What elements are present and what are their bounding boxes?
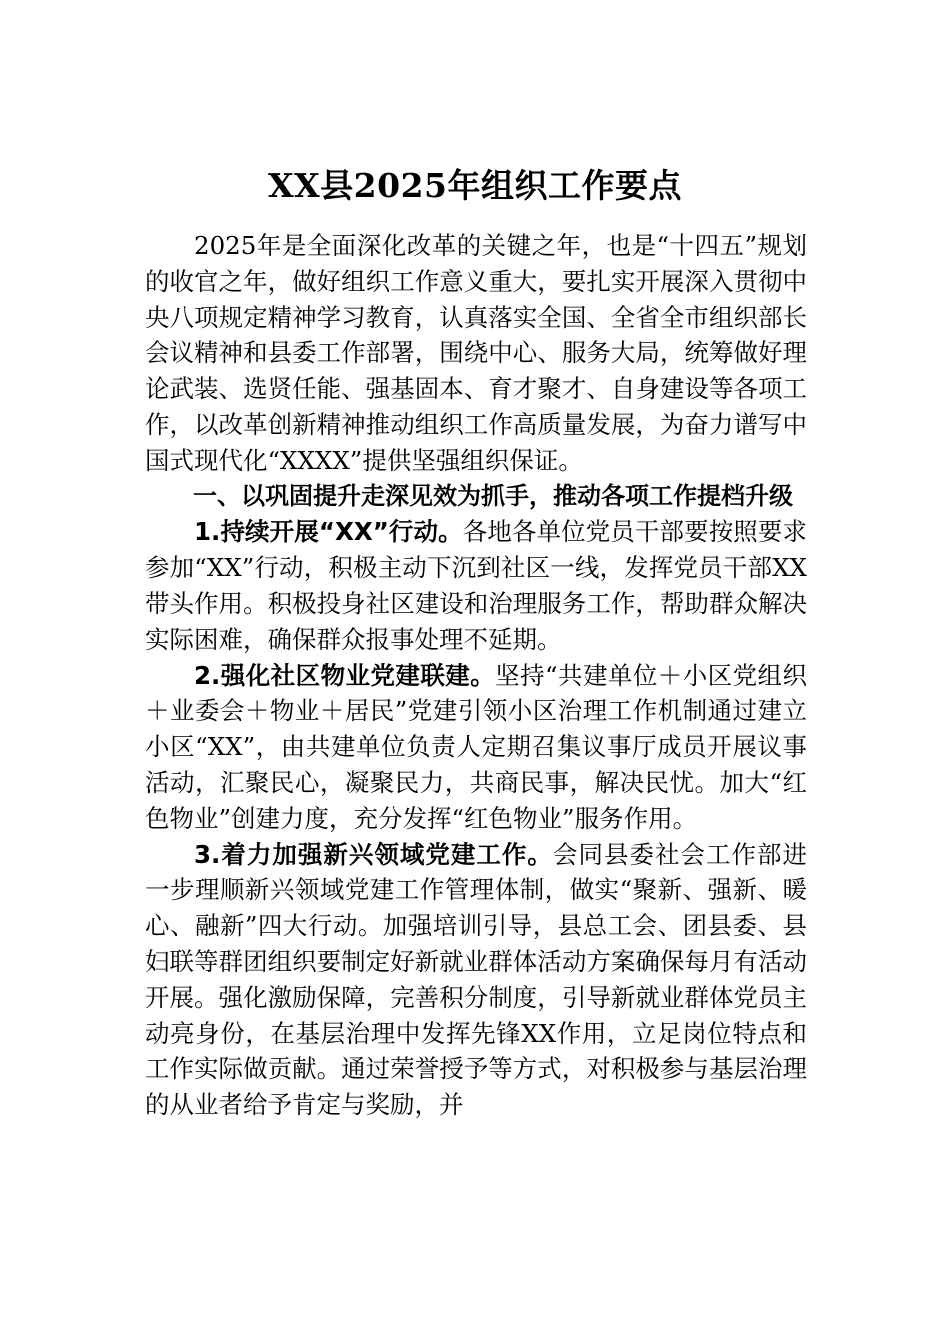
item-lead-1: 1.持续开展“XX”行动。	[194, 517, 463, 547]
document-body	[145, 228, 807, 1123]
section-heading-1: 一、以巩固提升走深见效为抓手，推动各项工作提档升级	[193, 481, 793, 510]
item-lead-2: 2.强化社区物业党建联建。	[194, 660, 496, 690]
item-paragraph-2	[145, 658, 807, 837]
item-paragraph-1	[145, 514, 807, 657]
intro-paragraph: 2025年是全面深化改革的关键之年，也是“十四五”规划的收官之年，做好组织工作意义重大，要扎实开展深入贯彻中央八项规定精神学习教育，认真落实全国、全省全市组织部长会议精神和县委工作部署，围绕中心、服务大局，统筹做好理论武装、选贤任能、强基固本、育才聚才、自身建设等各项工作，以改革创新精神推动组织工作高质量发展，为奋力谱写中国式现代化“XXXX”提供坚强组织保证。	[145, 231, 807, 475]
item-text-3: 会同县委社会工作部进一步理顺新兴领域党建工作管理体制，做实“聚新、强新、暖心、融新”四大行动。加强培训引导，县总工会、团县委、县妇联等群团组织要制定好新就业群体活动方案确保每月有活动开展。强化激励保障，完善积分制度，引导新就业群体党员主动亮身份，在基层治理中发挥先锋XX作用，立足岗位特点和工作实际做贡献。通过荣誉授予等方式，对积极参与基层治理的从业者给予肯定与奖励，并	[145, 839, 808, 1120]
item-paragraph-3	[145, 837, 807, 1123]
item-text-1: 各地各单位党员干部要按照要求参加“XX”行动，积极主动下沉到社区一线，发挥党员干部XX带头作用。积极投身社区建设和治理服务工作，帮助群众解决实际困难，确保群众报事处理不延期。	[145, 517, 807, 654]
item-text-2: 坚持“共建单位＋小区党组织＋业委会＋物业＋居民”党建引领小区治理工作机制通过建立小区“XX”，由共建单位负责人定期召集议事厅成员开展议事活动，汇聚民心，凝聚民力，共商民事，解决民忧。加大“红色物业”创建力度，充分发挥“红色物业”服务作用。	[145, 660, 808, 833]
item-lead-3: 3.着力加强新兴领域党建工作。	[194, 839, 553, 869]
document-title: XX县2025年组织工作要点	[267, 166, 683, 205]
